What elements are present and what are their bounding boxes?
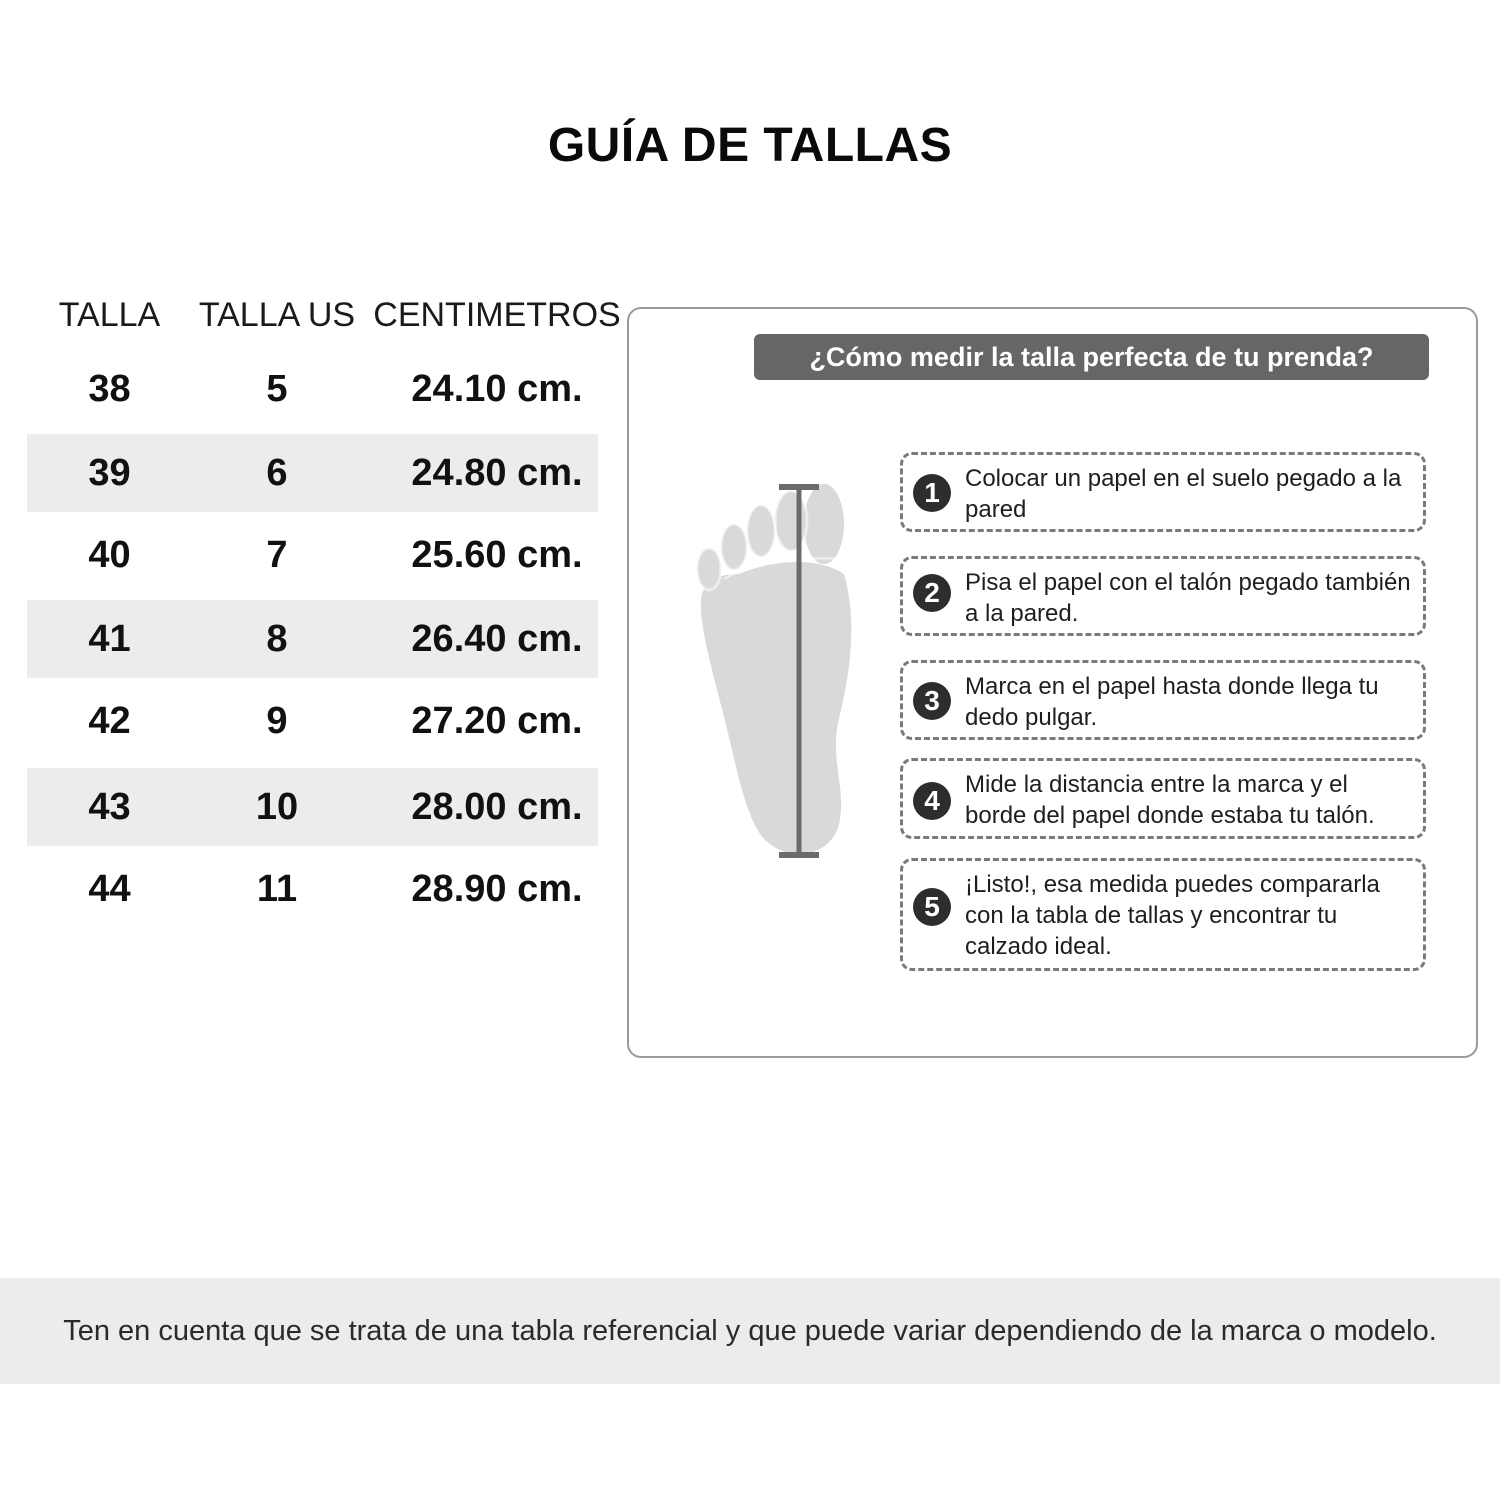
cell-talla-us: 6	[266, 451, 288, 494]
cell-centimetros: 25.60 cm.	[411, 533, 583, 576]
step-text: Mide la distancia entre la marca y el borde del papel donde estaba tu talón.	[965, 771, 1375, 829]
step-1	[900, 452, 1426, 532]
cell-talla-us: 7	[266, 533, 288, 576]
step-number-badge: 4	[913, 782, 951, 820]
table-row	[27, 768, 598, 846]
cell-centimetros: 28.90 cm.	[411, 867, 583, 910]
step-4	[900, 758, 1426, 839]
step-text: Colocar un papel en el suelo pegado a la pared	[965, 465, 1402, 523]
header-talla: TALLA	[58, 295, 161, 334]
step-3	[900, 660, 1426, 740]
cell-talla: 39	[88, 451, 131, 494]
header-centimetros: CENTIMETROS	[373, 295, 621, 334]
cell-talla: 38	[88, 367, 131, 410]
table-row	[27, 434, 598, 512]
cell-centimetros: 26.40 cm.	[411, 617, 583, 660]
disclaimer-text: Ten en cuenta que se trata de una tabla referencial y que puede variar dependiendo de la marca o modelo.	[63, 1314, 1437, 1347]
guide-heading: ¿Cómo medir la talla perfecta de tu prenda?	[754, 334, 1429, 380]
cell-talla: 41	[88, 617, 131, 660]
cell-talla: 43	[88, 785, 131, 828]
measure-guide-panel	[627, 307, 1478, 1058]
cell-talla-us: 8	[266, 617, 288, 660]
cell-talla-us: 11	[256, 867, 298, 910]
cell-talla: 44	[88, 867, 131, 910]
cell-centimetros: 24.10 cm.	[411, 367, 583, 410]
cell-centimetros: 24.80 cm.	[411, 451, 583, 494]
table-row	[27, 348, 598, 430]
step-2	[900, 556, 1426, 636]
size-table-header	[27, 290, 621, 340]
cell-talla-us: 9	[266, 699, 288, 742]
cell-talla: 42	[88, 699, 131, 742]
foot-measure-icon	[679, 479, 859, 864]
cell-talla: 40	[88, 533, 131, 576]
step-5	[900, 858, 1426, 971]
cell-centimetros: 28.00 cm.	[411, 785, 583, 828]
step-text: Pisa el papel con el talón pegado también a la pared.	[965, 569, 1411, 627]
step-number-badge: 3	[913, 682, 951, 720]
table-row	[27, 850, 598, 928]
step-text: Marca en el papel hasta donde llega tu dedo pulgar.	[965, 673, 1379, 731]
table-row	[27, 516, 598, 594]
cell-centimetros: 27.20 cm.	[411, 699, 583, 742]
cell-talla-us: 10	[255, 785, 299, 828]
table-row	[27, 682, 598, 760]
step-number-badge: 2	[913, 574, 951, 612]
step-number-badge: 1	[913, 474, 951, 512]
step-number-badge: 5	[913, 888, 951, 926]
page-title: GUÍA DE TALLAS	[547, 119, 953, 172]
cell-talla-us: 5	[266, 367, 288, 410]
disclaimer-bar	[0, 1278, 1500, 1384]
header-talla-us: TALLA US	[198, 295, 356, 334]
table-row	[27, 600, 598, 678]
step-text: ¡Listo!, esa medida puedes compararla con la tabla de tallas y encontrar tu calzado ideal.	[965, 871, 1380, 960]
